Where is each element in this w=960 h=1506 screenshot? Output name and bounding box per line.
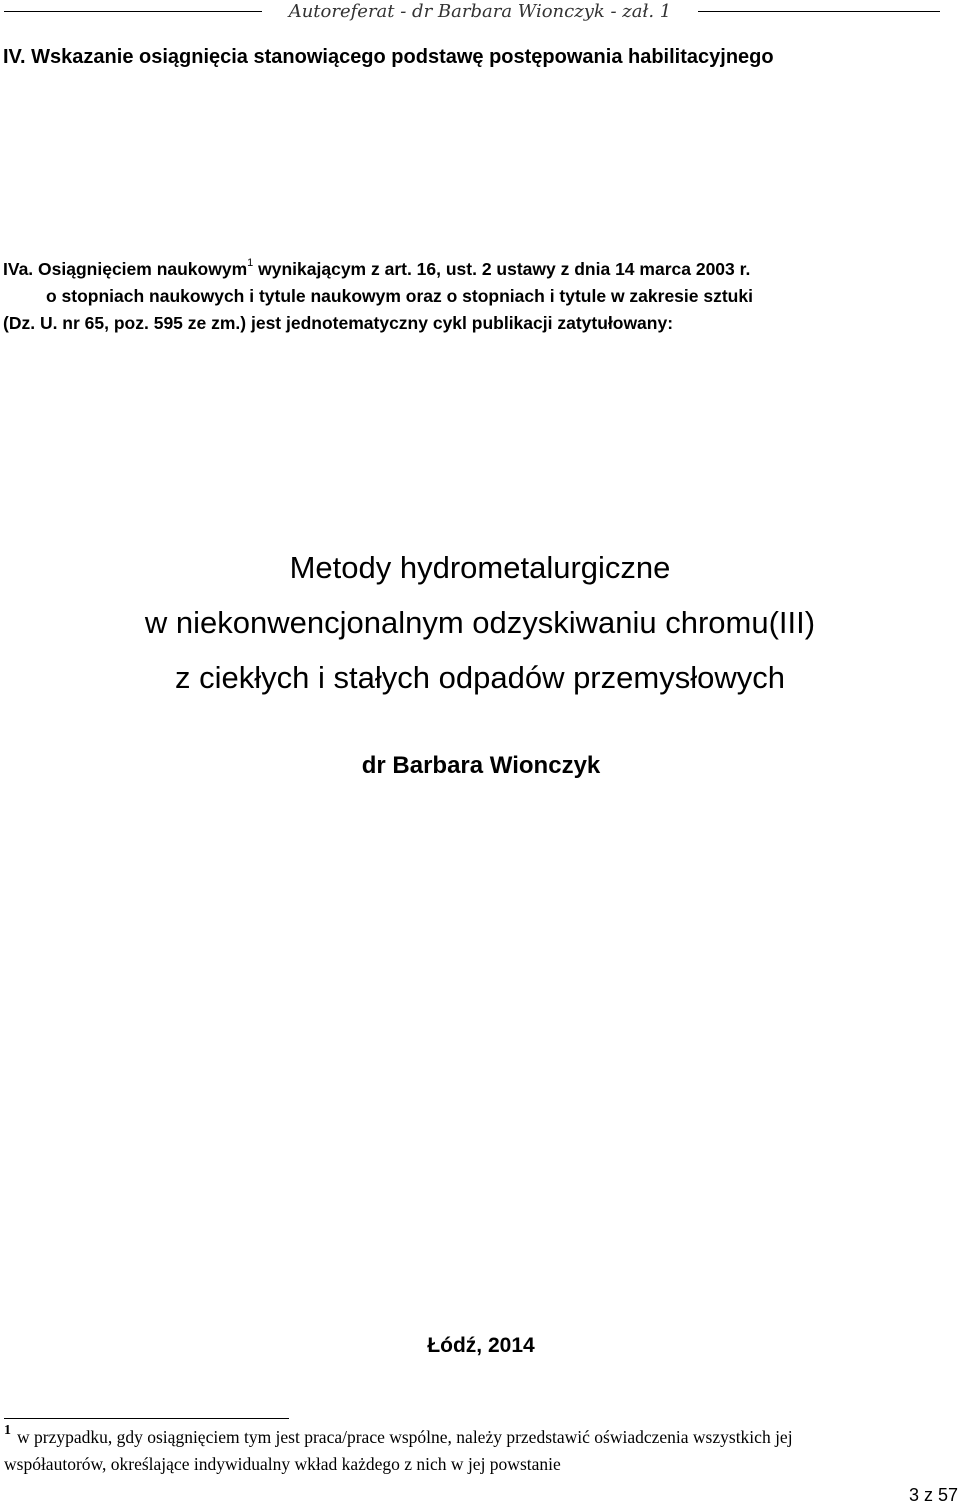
footnote-line-1 bbox=[4, 1425, 954, 1452]
author-name: dr Barbara Wionczyk bbox=[361, 752, 601, 779]
page-number: 3 z 57 bbox=[908, 1485, 958, 1505]
footnote-line-2: współautorów, określające indywidualny wkład każdego z nich w jej powstanie bbox=[4, 1454, 561, 1474]
header-rule-left bbox=[4, 11, 262, 12]
place-date: Łódź, 2014 bbox=[427, 1334, 535, 1357]
intro-line-2: o stopniach naukowych i tytule naukowym oraz o stopniach i tytule w zakresie sztuki bbox=[46, 286, 753, 306]
title-line-1: Metody hydrometalurgiczne bbox=[289, 550, 671, 585]
page-header bbox=[0, 0, 960, 24]
intro-line-1 bbox=[3, 256, 953, 283]
intro-line-3: (Dz. U. nr 65, poz. 595 ze zm.) jest jednotematyczny cykl publikacji zatytułowany: bbox=[3, 313, 674, 333]
title-line-3: z ciekłych i stałych odpadów przemysłowych bbox=[175, 660, 785, 695]
publication-title bbox=[0, 540, 960, 705]
section-heading: IV. Wskazanie osiągnięcia stanowiącego podstawę postępowania habilitacyjnego bbox=[3, 46, 774, 68]
intro-line-1-end: wynikającym z art. 16, ust. 2 ustawy z dnia 14 marca 2003 r. bbox=[253, 259, 751, 279]
footnote-number: 1 bbox=[4, 1423, 11, 1438]
footnote-separator bbox=[4, 1418, 289, 1419]
running-title: Autoreferat - dr Barbara Wionczyk - zał. 1 bbox=[288, 1, 672, 22]
title-line-2: w niekonwencjonalnym odzyskiwaniu chromu(III) bbox=[144, 605, 816, 640]
footnote bbox=[4, 1425, 954, 1476]
intro-line-1-start: IVa. Osiągnięciem naukowym bbox=[3, 259, 248, 279]
footnote-reference[interactable]: 1 bbox=[247, 257, 254, 269]
header-rule-right bbox=[698, 11, 940, 12]
intro-paragraph bbox=[3, 256, 953, 337]
footnote-text-1: w przypadku, gdy osiągnięciem tym jest praca/prace wspólne, należy przedstawić oświadczenia wszystkich jej bbox=[17, 1427, 793, 1447]
